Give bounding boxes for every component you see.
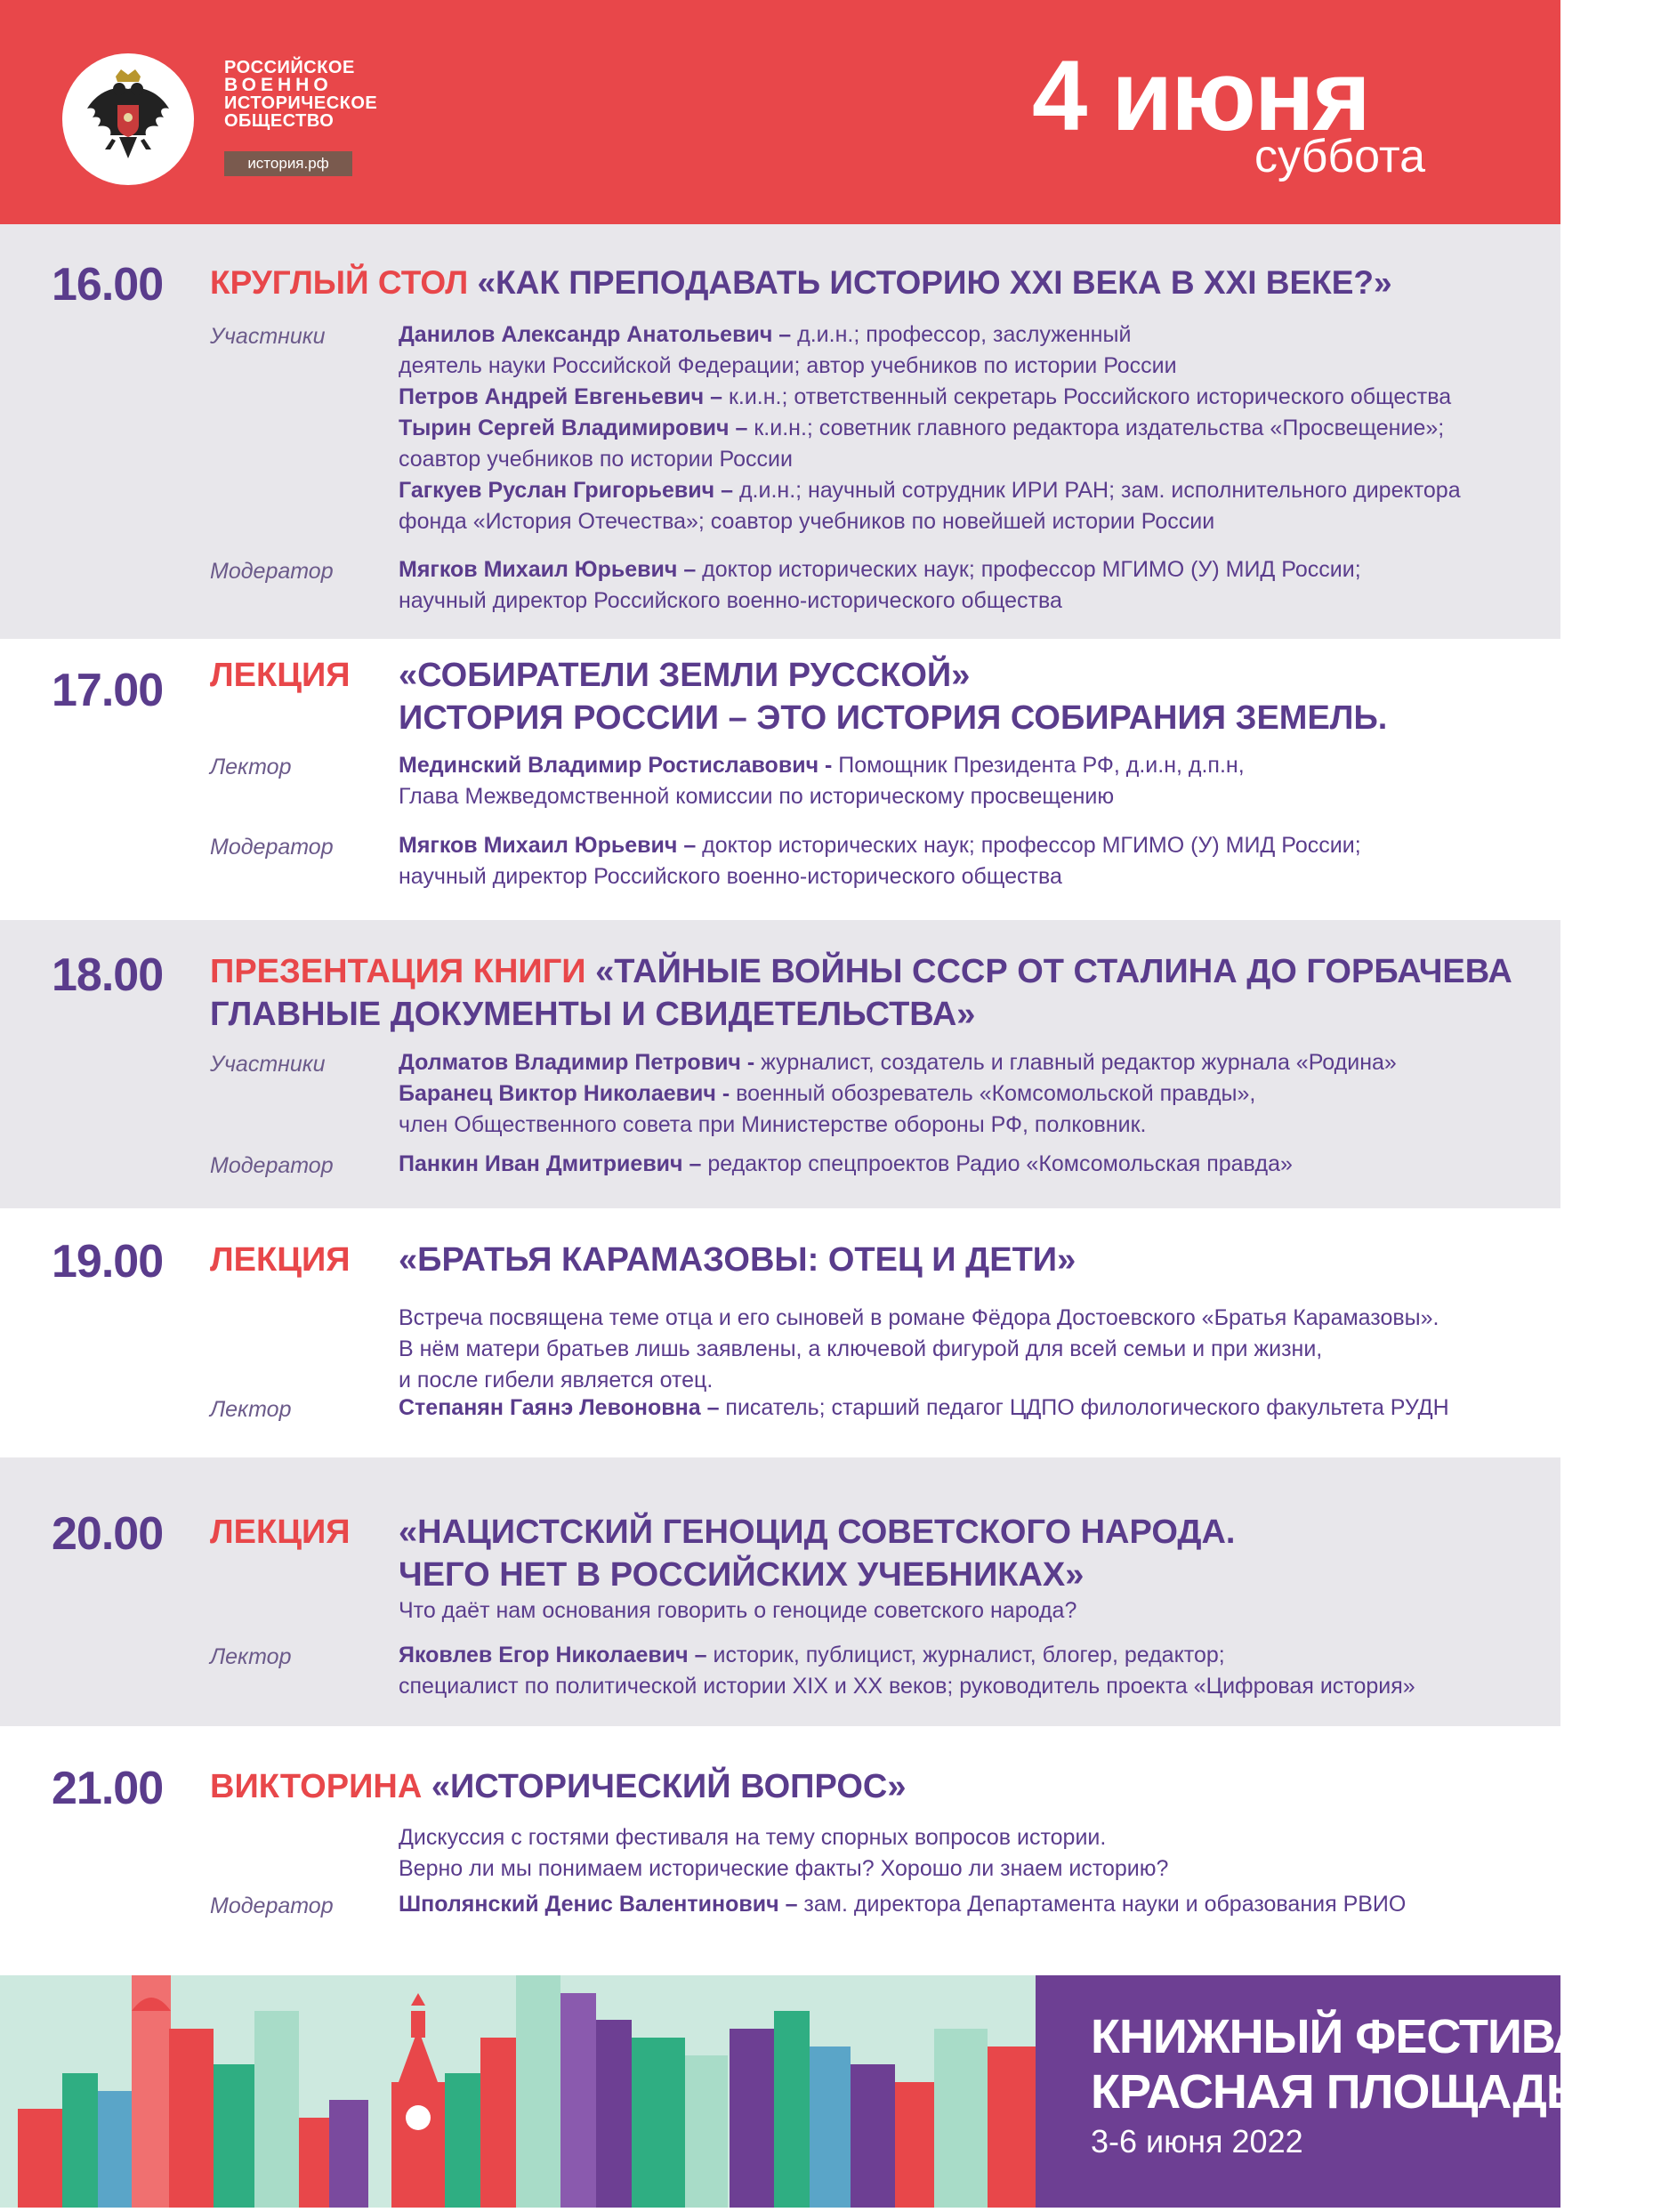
moderator-desc: редактор спецпроектов Радио «Комсомольская правда» — [701, 1151, 1293, 1176]
participant-desc: д.и.н.; профессор, заслуженный — [791, 322, 1132, 347]
event-title-line-1 — [210, 950, 1512, 993]
org-line-4: ОБЩЕСТВО — [224, 111, 335, 131]
moderator-desc: зам. директора Департамента науки и образования РВИО — [797, 1892, 1407, 1917]
participant-desc: соавтор учебников по истории России — [399, 447, 793, 472]
eagle-emblem-icon — [62, 53, 194, 185]
event-type: ВИКТОРИНА — [210, 1768, 423, 1805]
participant-name: Баранец Виктор Николаевич - — [399, 1081, 730, 1106]
lecturer-label: Лектор — [210, 755, 292, 779]
event-title: «БРАТЬЯ КАРАМАЗОВЫ: ОТЕЦ И ДЕТИ» — [399, 1241, 1076, 1279]
moderator-info — [399, 830, 1361, 892]
event-weekday: суббота — [1254, 131, 1426, 182]
site-badge: история.рф — [224, 151, 352, 176]
event-title — [210, 1765, 906, 1808]
lecturer-desc: Глава Межведомственной комиссии по историческому просвещению — [399, 784, 1115, 809]
participant-name: Петров Андрей Евгеньевич – — [399, 384, 722, 409]
lecturer-info — [399, 750, 1245, 812]
event-date: 4 июня — [1032, 40, 1369, 151]
org-line-3: ИСТОРИЧЕСКОЕ — [224, 93, 378, 113]
participant-name: Долматов Владимир Петрович - — [399, 1050, 755, 1075]
participant-desc: к.и.н.; советник главного редактора издательства «Просвещение»; — [747, 416, 1445, 440]
event-1600 — [0, 224, 1560, 639]
moderator-label: Модератор — [210, 1153, 334, 1178]
event-title-line-2: ЧЕГО НЕТ В РОССИЙСКИХ УЧЕБНИКАХ» — [399, 1556, 1085, 1594]
lecturer-desc: историк, публицист, журналист, блогер, редактор; — [706, 1643, 1225, 1667]
lecturer-name: Мединский Владимир Ростиславович - — [399, 753, 833, 778]
description-line: Верно ли мы понимаем исторические факты? Хорошо ли знаем историю? — [399, 1856, 1169, 1881]
event-description — [399, 1822, 1168, 1885]
event-title-line-1: «НАЦИСТСКИЙ ГЕНОЦИД СОВЕТСКОГО НАРОДА. — [399, 1514, 1236, 1551]
event-title-text: «КАК ПРЕПОДАВАТЬ ИСТОРИЮ XXI ВЕКА В XXI ВЕКЕ?» — [477, 264, 1392, 301]
lecturer-desc: Помощник Президента РФ, д.и.н, д.п.н, — [832, 753, 1245, 778]
participant-desc: к.и.н.; ответственный секретарь Российского исторического общества — [722, 384, 1452, 409]
event-1800 — [0, 920, 1560, 1208]
description-line: Встреча посвящена теме отца и его сыновей в романе Фёдора Достоевского «Братья Карамазовы». — [399, 1305, 1439, 1330]
festival-dates: 3-6 июня 2022 — [1091, 2123, 1303, 2160]
event-title-line-2: ИСТОРИЯ РОССИИ – ЭТО ИСТОРИЯ СОБИРАНИЯ ЗЕМЕЛЬ. — [399, 699, 1388, 737]
participant-desc: деятель науки Российской Федерации; автор учебников по истории России — [399, 353, 1177, 378]
lecturer-name: Степанян Гаянэ Левоновна – — [399, 1395, 720, 1420]
moderator-desc: научный директор Российского военно-исторического общества — [399, 588, 1062, 613]
event-type: ЛЕКЦИЯ — [210, 1241, 351, 1279]
kremlin-skyline-icon — [0, 1975, 1036, 2208]
participant-desc: член Общественного совета при Министерстве обороны РФ, полковник. — [399, 1112, 1147, 1137]
event-title-text: «ТАЙНЫЕ ВОЙНЫ СССР ОТ СТАЛИНА ДО ГОРБАЧЕВА — [595, 953, 1512, 990]
moderator-desc: доктор исторических наук; профессор МГИМО (У) МИД России; — [696, 557, 1361, 582]
moderator-name: Мягков Михаил Юрьевич – — [399, 557, 697, 582]
moderator-label: Модератор — [210, 559, 334, 584]
lecturer-info — [399, 1640, 1415, 1702]
lecturer-desc: писатель; старший педагог ЦДПО филологического факультета РУДН — [719, 1395, 1449, 1420]
event-title-line-2: ГЛАВНЫЕ ДОКУМЕНТЫ И СВИДЕТЕЛЬСТВА» — [210, 996, 976, 1033]
lecturer-info — [399, 1393, 1449, 1424]
event-1700 — [0, 639, 1560, 920]
participant-name: Гагкуев Руслан Григорьевич – — [399, 478, 734, 503]
participant-desc: фонда «История Отечества»; соавтор учебников по новейшей истории России — [399, 509, 1215, 534]
participant-name: Тырин Сергей Владимирович – — [399, 416, 748, 440]
description-line: и после гибели является отец. — [399, 1368, 714, 1393]
description-line: Дискуссия с гостями фестиваля на тему спорных вопросов истории. — [399, 1825, 1107, 1850]
event-time: 18.00 — [52, 949, 164, 1001]
event-2100 — [0, 1726, 1560, 1975]
participant-desc: военный обозреватель «Комсомольской правды», — [730, 1081, 1256, 1106]
lecturer-label: Лектор — [210, 1644, 292, 1669]
event-time: 19.00 — [52, 1236, 164, 1288]
lecturer-name: Яковлев Егор Николаевич – — [399, 1643, 707, 1667]
event-title-text: «ИСТОРИЧЕСКИЙ ВОПРОС» — [431, 1768, 907, 1805]
festival-name — [1091, 2009, 1653, 2119]
participant-desc: журналист, создатель и главный редактор журнала «Родина» — [754, 1050, 1397, 1075]
event-title-line-1: «СОБИРАТЕЛИ ЗЕМЛИ РУССКОЙ» — [399, 657, 971, 694]
org-line-1: РОССИЙСКОЕ — [224, 58, 355, 77]
description-line: В нём матери братьев лишь заявлены, а ключевой фигурой для всей семьи и при жизни, — [399, 1336, 1323, 1361]
event-description — [399, 1303, 1439, 1396]
event-type: КРУГЛЫЙ СТОЛ — [210, 264, 469, 301]
lecturer-desc: специалист по политической истории XIX и XX веков; руководитель проекта «Цифровая история» — [399, 1674, 1415, 1699]
event-subtitle: Что даёт нам основания говорить о геноциде советского народа? — [399, 1598, 1077, 1623]
moderator-info — [399, 554, 1361, 617]
event-type: ЛЕКЦИЯ — [210, 1514, 351, 1551]
moderator-info — [399, 1889, 1406, 1920]
event-title — [210, 262, 1392, 304]
event-type: ЛЕКЦИЯ — [210, 657, 351, 694]
moderator-info — [399, 1149, 1293, 1180]
participant-name: Данилов Александр Анатольевич – — [399, 322, 792, 347]
event-2000 — [0, 1457, 1560, 1726]
participant-desc: д.и.н.; научный сотрудник ИРИ РАН; зам. исполнительного директора — [733, 478, 1461, 503]
moderator-label: Модератор — [210, 1893, 334, 1918]
festival-line-2: КРАСНАЯ ПЛОЩАДЬ — [1091, 2065, 1580, 2119]
event-time: 21.00 — [52, 1763, 164, 1814]
festival-line-1: КНИЖНЫЙ ФЕСТИВАЛЬ — [1091, 2010, 1653, 2063]
event-time: 20.00 — [52, 1508, 164, 1560]
moderator-name: Панкин Иван Дмитриевич – — [399, 1151, 702, 1176]
participants-label: Участники — [210, 1052, 326, 1077]
event-1900 — [0, 1208, 1560, 1457]
event-time: 16.00 — [52, 259, 164, 311]
moderator-label: Модератор — [210, 835, 334, 860]
moderator-desc: научный директор Российского военно-исторического общества — [399, 864, 1062, 889]
participant-list — [399, 1047, 1397, 1141]
participants-label: Участники — [210, 324, 326, 349]
lecturer-label: Лектор — [210, 1397, 292, 1422]
event-time: 17.00 — [52, 665, 164, 716]
org-name — [224, 59, 377, 130]
event-type: ПРЕЗЕНТАЦИЯ КНИГИ — [210, 953, 586, 990]
moderator-desc: доктор исторических наук; профессор МГИМО (У) МИД России; — [696, 833, 1361, 858]
participant-list — [399, 319, 1461, 537]
moderator-name: Мягков Михаил Юрьевич – — [399, 833, 697, 858]
header — [0, 0, 1560, 224]
org-line-2: ВОЕННО — [224, 75, 333, 95]
moderator-name: Шполянский Денис Валентинович – — [399, 1892, 798, 1917]
